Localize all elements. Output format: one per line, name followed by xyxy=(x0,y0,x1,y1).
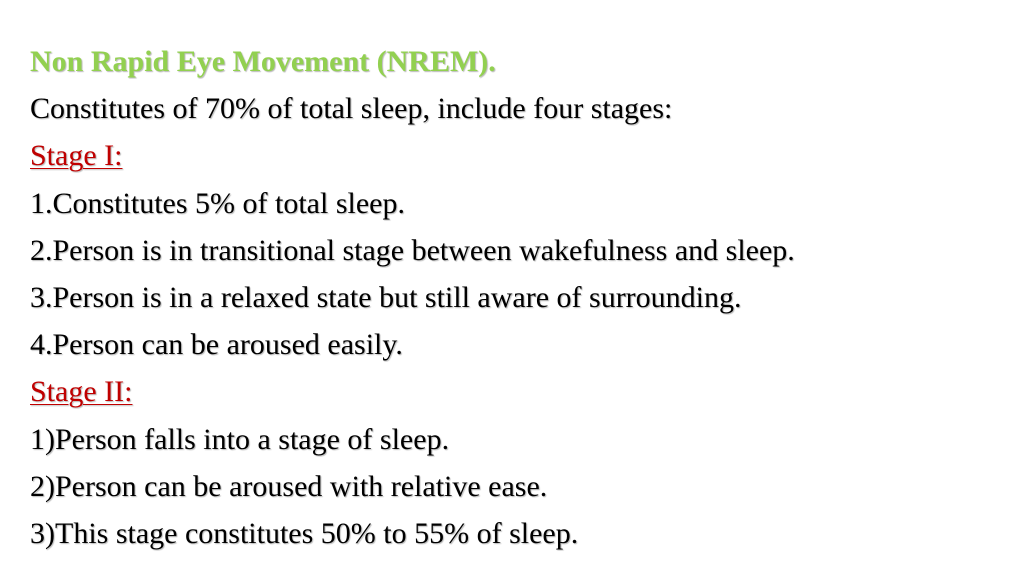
stage-2-heading-line xyxy=(30,368,1010,415)
stage-2-item-3: 3)This stage constitutes 50% to 55% of sleep. xyxy=(30,516,579,550)
intro-text: Constitutes of 70% of total sleep, include four stages: xyxy=(30,92,673,126)
nrem-heading: Non Rapid Eye Movement (NREM). xyxy=(30,45,496,78)
slide-content xyxy=(30,38,1010,557)
stage-1-item-3: 3.Person is in a relaxed state but still aware of surrounding. xyxy=(30,280,742,314)
stage-2-item-1: 1)Person falls into a stage of sleep. xyxy=(30,422,450,456)
stage-1-heading-line xyxy=(30,132,1010,179)
stage-1-item-1: 1.Constitutes 5% of total sleep. xyxy=(30,186,405,220)
stage-2-heading: Stage II: xyxy=(30,375,133,409)
stage-2-item-2: 2)Person can be aroused with relative ease. xyxy=(30,469,548,503)
stage-1-item-2: 2.Person is in transitional stage between wakefulness and sleep. xyxy=(30,233,795,267)
stage-1-heading: Stage I: xyxy=(30,139,123,173)
stage-1-item-4: 4.Person can be aroused easily. xyxy=(30,328,403,362)
